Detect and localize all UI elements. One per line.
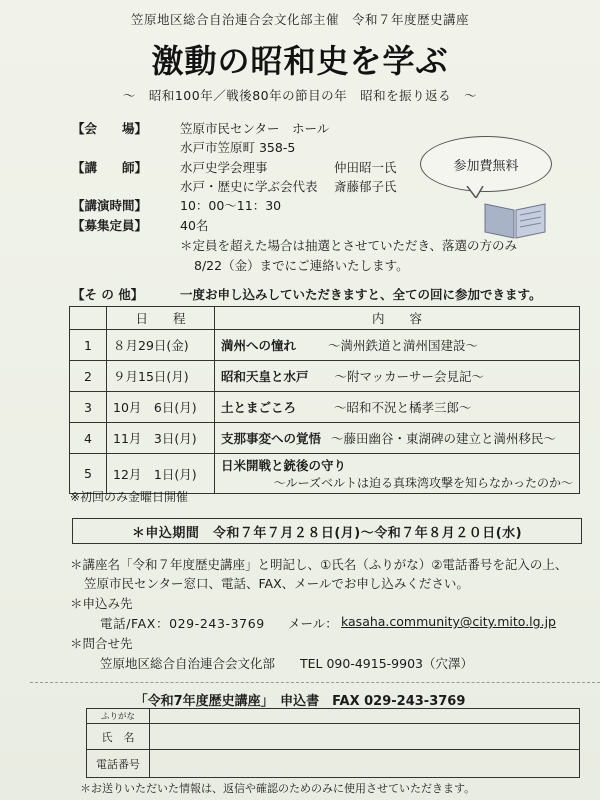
row-detail: ～ルーズベルトは迫る真珠湾攻撃を知らなかったのか～ [273,476,573,490]
row-detail: ～昭和不況と橘孝三郎～ [334,400,472,415]
privacy-note: ＊お送りいただいた情報は、返信や確認のためのみに使用させていただきます。 [80,782,476,795]
venue-line2: 水戸市笠原町 358-5 [180,140,296,155]
row-title: 満州への憧れ [221,338,297,353]
contact-value: 笠原地区総合自治連合会文化部 TEL 090-4915-9903（穴澤） [100,656,473,671]
row-number: 3 [70,392,107,423]
open-book-icon [480,196,550,240]
time-value: 10：00～11：30 [180,198,282,213]
row-content [215,392,580,423]
row-title: 支那事変への覚悟 [221,431,322,446]
row-date: ８月29日(金) [107,330,215,361]
schedule-header-date: 日 程 [107,307,215,330]
row-number: 1 [70,330,107,361]
lecturer2-org: 水戸・歴史に学ぶ会代表 [180,179,318,194]
row-date: ９月15日(月) [107,361,215,392]
other-value: 一度お申し込みしていただきますと、全ての回に参加できます。 [180,287,542,302]
table-row [70,392,580,423]
cut-line [30,682,600,683]
row-content [215,423,580,454]
capacity-note2: 8/22（金）までにご連絡いたします。 [194,258,409,273]
capacity-label: 【募集定員】 [72,218,148,233]
destination-label: ＊申込み先 [70,596,133,611]
destination-mail-label: メール： [288,616,338,631]
furigana-field[interactable] [150,709,580,724]
destination-mail-link[interactable]: kasaha.community@city.mito.lg.jp [341,614,556,629]
instruction-line2: 笠原市民センター窓口、電話、FAX、メールでお申し込みください。 [84,576,469,591]
application-form [86,708,580,778]
row-title: 昭和天皇と水戸 [221,369,309,384]
application-period: ＊申込期間 令和７年７月２８日(月)～令和７年８月２０日(水) [72,518,582,544]
table-row [70,361,580,392]
row-title: 日米開戦と銃後の守り [221,458,347,473]
row-content [215,454,580,494]
row-detail: ～満州鉄道と満州国建設～ [328,338,479,353]
row-content [215,361,580,392]
subtitle: ～ 昭和100年／戦後80年の節目の年 昭和を振り返る ～ [122,88,478,103]
name-label: 氏 名 [87,724,150,750]
row-title: 土とまごころ [221,400,297,415]
time-label: 【講演時間】 [72,198,148,213]
sponsor-line: 笠原地区総合自治連合会文化部主催 令和７年度歴史講座 [130,12,469,27]
page-title: 激動の昭和史を学ぶ [151,42,449,80]
form-heading: 「令和7年度歴史講座」 申込書 FAX 029-243-3769 [134,694,466,709]
schedule-header-content: 内 容 [215,307,580,330]
fee-badge [420,136,552,192]
row-date: 10月 6日(月) [107,392,215,423]
phone-field[interactable] [150,750,580,778]
furigana-label: ふりがな [87,709,150,724]
schedule-note: ※初回のみ金曜日開催 [70,490,189,504]
venue-line1: 笠原市民センター ホール [180,121,330,136]
table-row [70,330,580,361]
lecturer1-org: 水戸史学会理事 [180,160,268,175]
instruction-line1: ＊講座名「令和７年度歴史講座」と明記し、①氏名（ふりがな）②電話番号を記入の上、 [70,557,568,572]
venue-label: 【会 場】 [72,121,148,136]
capacity-note1: ＊定員を超えた場合は抽選とさせていただき、落選の方のみ [180,238,518,253]
row-content [215,330,580,361]
other-label: 【そ の 他】 [72,287,144,302]
row-number: 4 [70,423,107,454]
row-number: 2 [70,361,107,392]
phone-label: 電話番号 [87,750,150,778]
lecturer-label: 【講 師】 [72,160,148,175]
schedule-header-no [70,307,107,330]
capacity-value: 40名 [180,218,209,233]
row-detail: ～附マッカーサー会見記～ [334,369,485,384]
fee-text: 参加費無料 [453,158,519,174]
row-detail: ～藤田幽谷・東湖碑の建立と満州移民～ [331,431,557,446]
row-number: 5 [70,454,107,494]
row-date: 11月 3日(月) [107,423,215,454]
lecturer2-name: 斎藤郁子氏 [334,179,397,194]
destination-phone: 電話/FAX：029-243-3769 [100,616,265,631]
schedule-table [69,306,580,494]
name-field[interactable] [150,724,580,750]
table-row [70,423,580,454]
lecturer1-name: 仲田昭一氏 [334,160,397,175]
row-date: 12月 1日(月) [107,454,215,494]
contact-label: ＊問合せ先 [70,636,133,651]
